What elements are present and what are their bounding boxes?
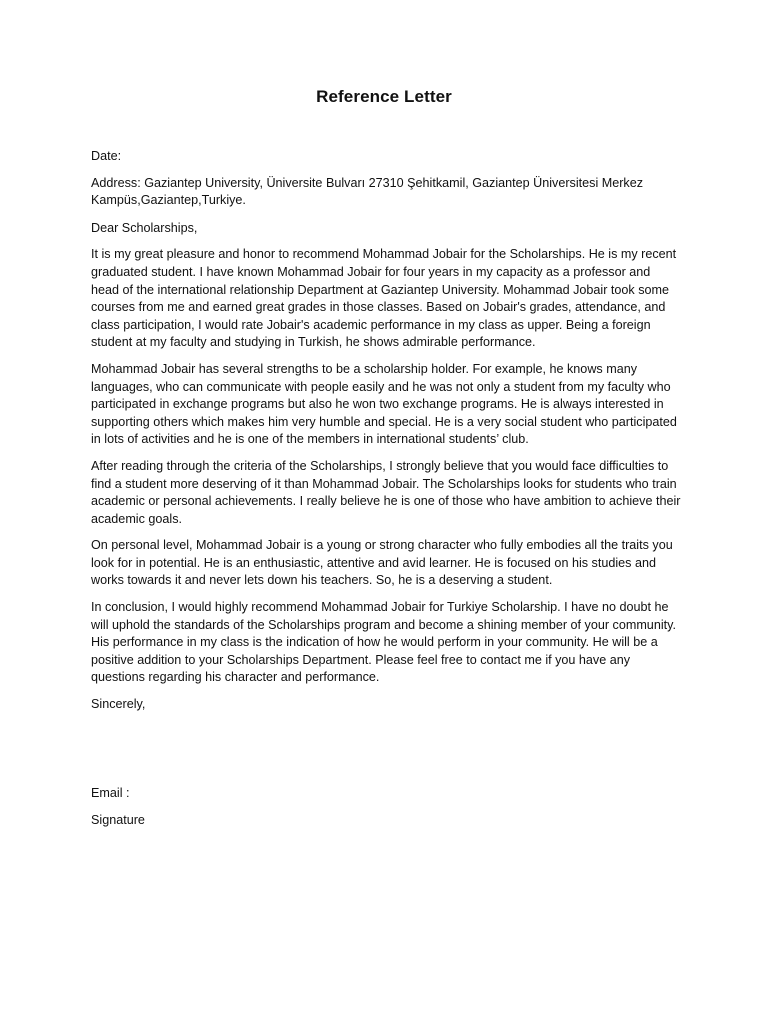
paragraph-personal: On personal level, Mohammad Jobair is a young or strong character who fully embodies all the traits you look for in potential. He is an enthusiastic, attentive and avid learner. He is focused on his studies and works towards it and never lets down his teachers. So, he is a deserving a student. [91, 538, 673, 588]
email-label: Email : [91, 785, 130, 800]
date-line: Date: [91, 149, 122, 163]
salutation: Dear Scholarships, [91, 220, 198, 235]
paragraph-conclusion: In conclusion, I would highly recommend Mohammad Jobair for Turkiye Scholarship. I have no doubt he will uphold the standards of the Scholarships program and become a shining member of your community. His performance in my class is the indication of how he would perform in your community. He will be a positive addition to your Scholarships Department. Please feel free to contact me if you have any questions regarding his character and performance. [91, 600, 676, 685]
paragraph-criteria: After reading through the criteria of the Scholarships, I strongly believe that you would face difficulties to find a student more deserving of it than Mohammad Jobair. The Scholarships looks for students who train academic or personal achievements. I really believe he is one of those who have ambition to achieve their academic goals. [91, 458, 681, 526]
address-line: Address: Gaziantep University, Üniversite Bulvarı 27310 Şehitkamil, Gaziantep Üniversitesi Merkez Kampüs,Gaziantep,Turkiye. [91, 175, 644, 208]
closing: Sincerely, [91, 697, 146, 712]
paragraph-strengths: Mohammad Jobair has several strengths to be a scholarship holder. For example, he knows many languages, who can communicate with people easily and he was not only a student from my faculty who participated in exchange programs but also he won two exchange programs. He is always interested in supporting others which makes him very humble and special. He is a very social student who participated in lots of activities and he is one of the members in international students’ club. [91, 361, 677, 447]
paragraph-intro: It is my great pleasure and honor to recommend Mohammad Jobair for the Scholarships. He is my recent graduated student. I have known Mohammad Jobair for four years in my capacity as a professor and head of the international relationship Department at Gaziantep University. Mohammad Jobair took some courses from me and earned great grades in those classes. Based on Jobair's grades, attendance, and class participation, I would rate Jobair's academic performance in my class as upper. Being a foreign student at my faculty and studying in Turkish, he shows admirable performance. [91, 247, 677, 350]
page-title: Reference Letter [316, 87, 452, 106]
signature-label: Signature [91, 813, 145, 828]
letter-body [91, 148, 681, 839]
